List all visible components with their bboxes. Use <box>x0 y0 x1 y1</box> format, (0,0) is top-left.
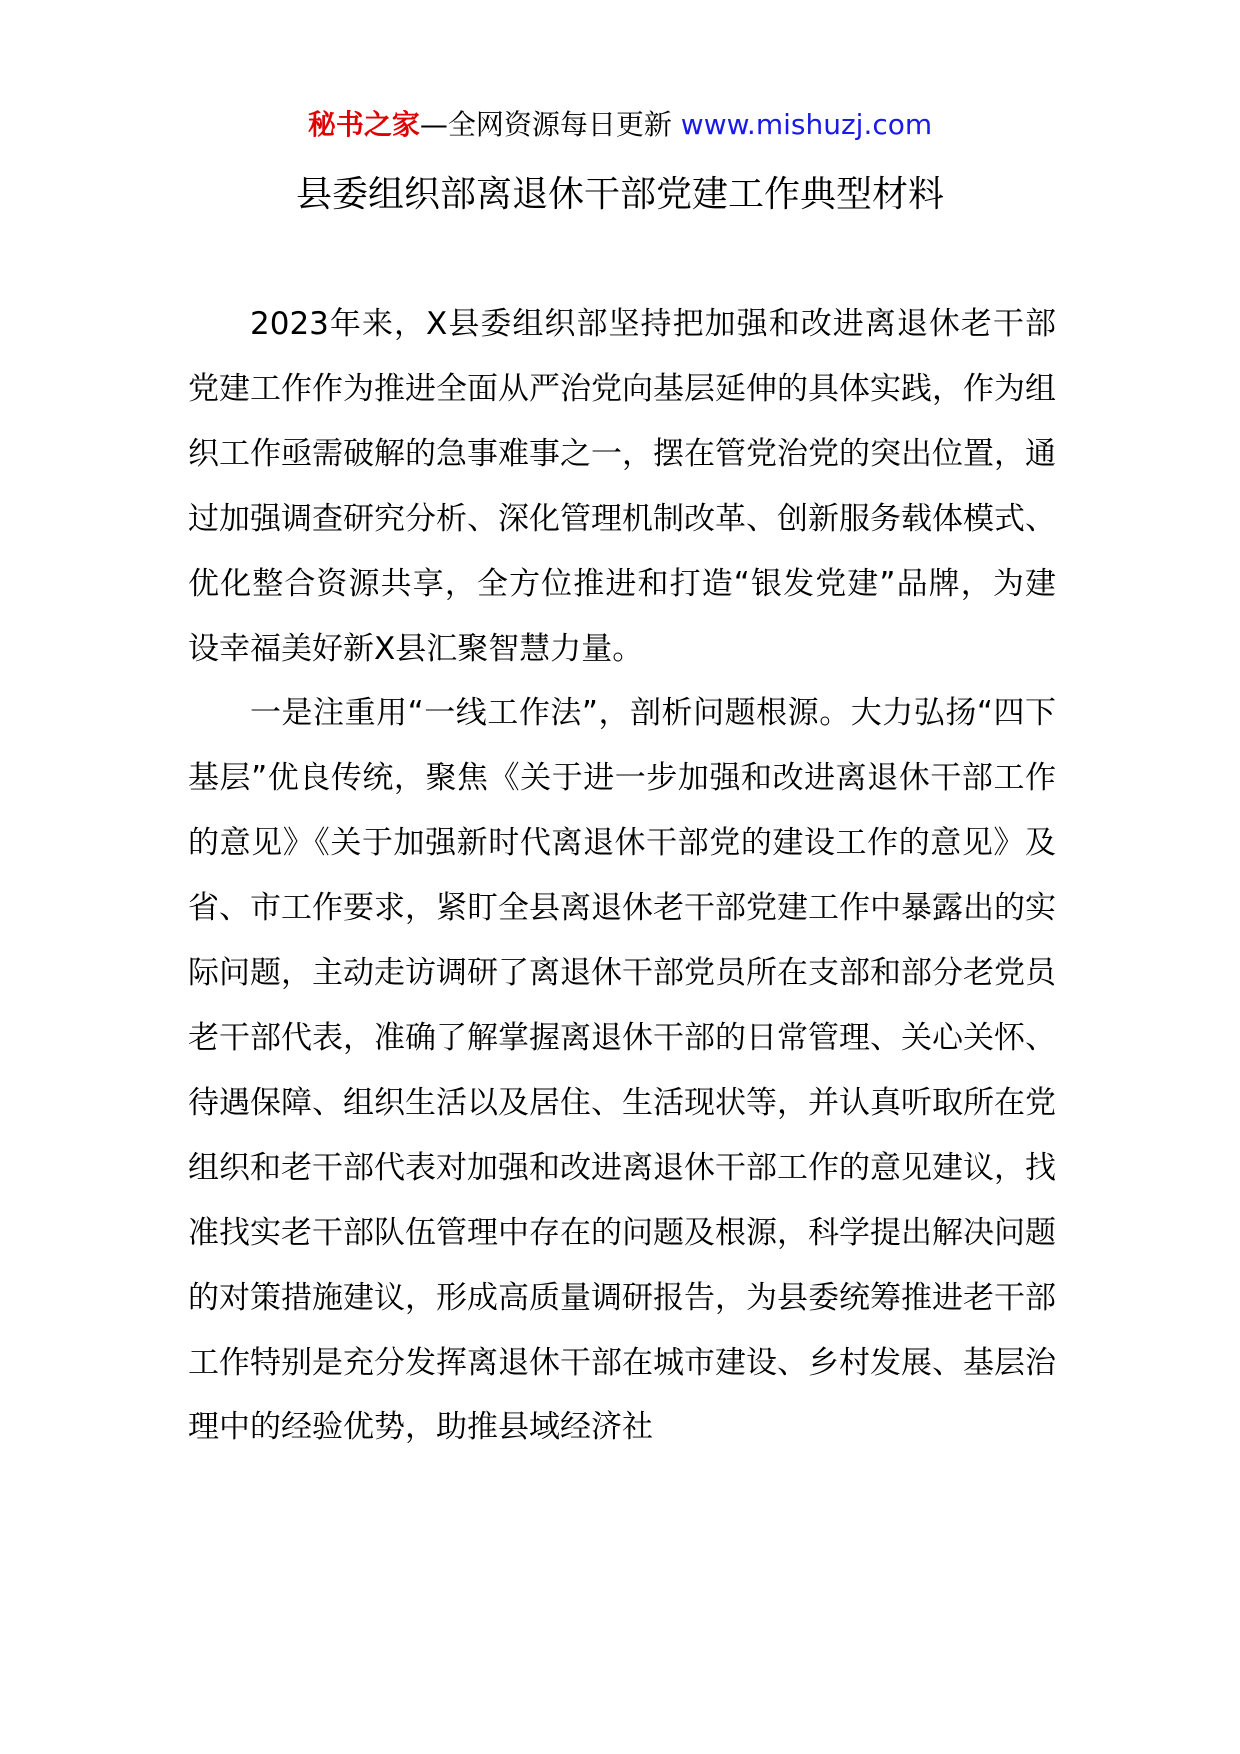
document-body <box>188 292 1056 1460</box>
document-title: 县委组织部离退休干部党建工作典型材料 <box>295 174 944 215</box>
site-brand: 秘书之家 <box>307 108 420 141</box>
site-tagline: —全网资源每日更新 <box>419 108 672 141</box>
paragraph-intro: 2023年来，X县委组织部坚持把加强和改进离退休老干部党建工作作为推进全面从严治党向基层延伸的具体实践，作为组织工作亟需破解的急事难事之一，摆在管党治党的突出位置，通过加强调查研究分析、深化管理机制改革、创新服务载体模式、优化整合资源共享，全方位推进和打造“银发党建”品牌，为建设幸福美好新X县汇聚智慧力量。 <box>188 306 1056 667</box>
paragraph-first-measure: 一是注重用“一线工作法”，剖析问题根源。大力弘扬“四下基层”优良传统，聚焦《关于进一步加强和改进离退休干部工作的意见》《关于加强新时代离退休干部党的建设工作的意见》及省、市工作要求，紧盯全县离退休老干部党建工作中暴露出的实际问题，主动走访调研了离退休干部党员所在支部和部分老党员老干部代表，准确了解掌握离退休干部的日常管理、关心关怀、待遇保障、组织生活以及居住、生活现状等，并认真听取所在党组织和老干部代表对加强和改进离退休干部工作的意见建议，找准找实老干部队伍管理中存在的问题及根源，科学提出解决问题的对策措施建议，形成高质量调研报告，为县委统筹推进老干部工作特别是充分发挥离退休干部在城市建设、乡村发展、基层治理中的经验优势，助推县域经济社 <box>188 695 1056 1446</box>
site-url-link[interactable]: www.mishuzj.com <box>680 108 933 141</box>
site-header <box>0 103 1240 147</box>
